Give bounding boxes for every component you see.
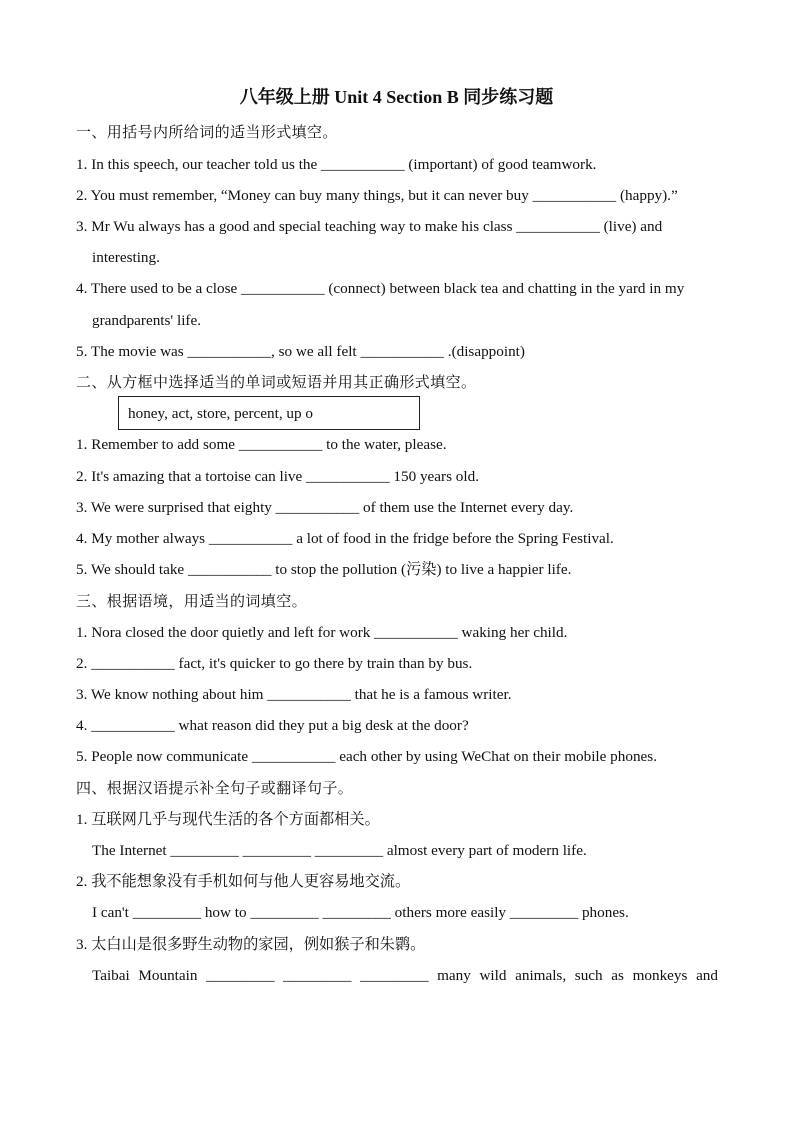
word-box-text: honey, act, store, percent, up o bbox=[128, 405, 313, 422]
section1-item-2: 2. You must remember, “Money can buy many things, but it can never buy ___________ (happy).” bbox=[76, 187, 678, 204]
section3-item-4: 4. ___________ what reason did they put a big desk at the door? bbox=[76, 717, 469, 734]
section2-item-2: 2. It's amazing that a tortoise can live ___________ 150 years old. bbox=[76, 468, 480, 485]
section4-item-1-prompt: 1. 互联网几乎与现代生活的各个方面都相关。 bbox=[76, 811, 380, 828]
section1-item-1: 1. In this speech, our teacher told us the ___________ (important) of good teamwork. bbox=[76, 156, 597, 173]
section1-item-3-cont: interesting. bbox=[92, 249, 160, 266]
section4-item-2-answer: I can't _________ how to _________ _________ others more easily _________ phones. bbox=[92, 904, 629, 921]
section2-item-1: 1. Remember to add some ___________ to the water, please. bbox=[76, 436, 447, 453]
section2-item-4: 4. My mother always ___________ a lot of food in the fridge before the Spring Festival. bbox=[76, 530, 614, 547]
section3-item-5: 5. People now communicate ___________ each other by using WeChat on their mobile phones. bbox=[76, 748, 657, 765]
page-title: 八年级上册 Unit 4 Section B 同步练习题 bbox=[239, 87, 554, 107]
section1-heading: 一、用括号内所给词的适当形式填空。 bbox=[76, 125, 338, 141]
section1-item-5: 5. The movie was ___________, so we all felt ___________ .(disappoint) bbox=[76, 343, 525, 360]
section2-item-3: 3. We were surprised that eighty ___________ of them use the Internet every day. bbox=[76, 499, 574, 516]
section2-item-5: 5. We should take ___________ to stop the pollution (污染) to live a happier life. bbox=[76, 561, 572, 578]
section1-item-4: 4. There used to be a close ___________ (connect) between black tea and chatting in the yard in my bbox=[76, 280, 685, 297]
section3-heading: 三、根据语境，用适当的词填空。 bbox=[76, 594, 308, 610]
section1-item-3: 3. Mr Wu always has a good and special teaching way to make his class ___________ (live) and bbox=[76, 218, 663, 235]
word-box bbox=[118, 396, 420, 430]
section4-item-3-answer: Taibai Mountain _________ _________ _________ many wild animals, such as monkeys and bbox=[92, 967, 718, 984]
section2-heading: 二、从方框中选择适当的单词或短语并用其正确形式填空。 bbox=[76, 375, 477, 391]
section3-item-1: 1. Nora closed the door quietly and left for work ___________ waking her child. bbox=[76, 624, 568, 641]
section3-item-2: 2. ___________ fact, it's quicker to go there by train than by bus. bbox=[76, 655, 473, 672]
section4-item-1-answer: The Internet _________ _________ _________ almost every part of modern life. bbox=[92, 842, 587, 859]
section4-heading: 四、根据汉语提示补全句子或翻译句子。 bbox=[76, 781, 354, 797]
section4-item-2-prompt: 2. 我不能想象没有手机如何与他人更容易地交流。 bbox=[76, 873, 411, 890]
section1-item-4-cont: grandparents' life. bbox=[92, 312, 202, 329]
section3-item-3: 3. We know nothing about him ___________ that he is a famous writer. bbox=[76, 686, 512, 703]
section4-item-3-prompt: 3. 太白山是很多野生动物的家园，例如猴子和朱鹮。 bbox=[76, 936, 426, 953]
